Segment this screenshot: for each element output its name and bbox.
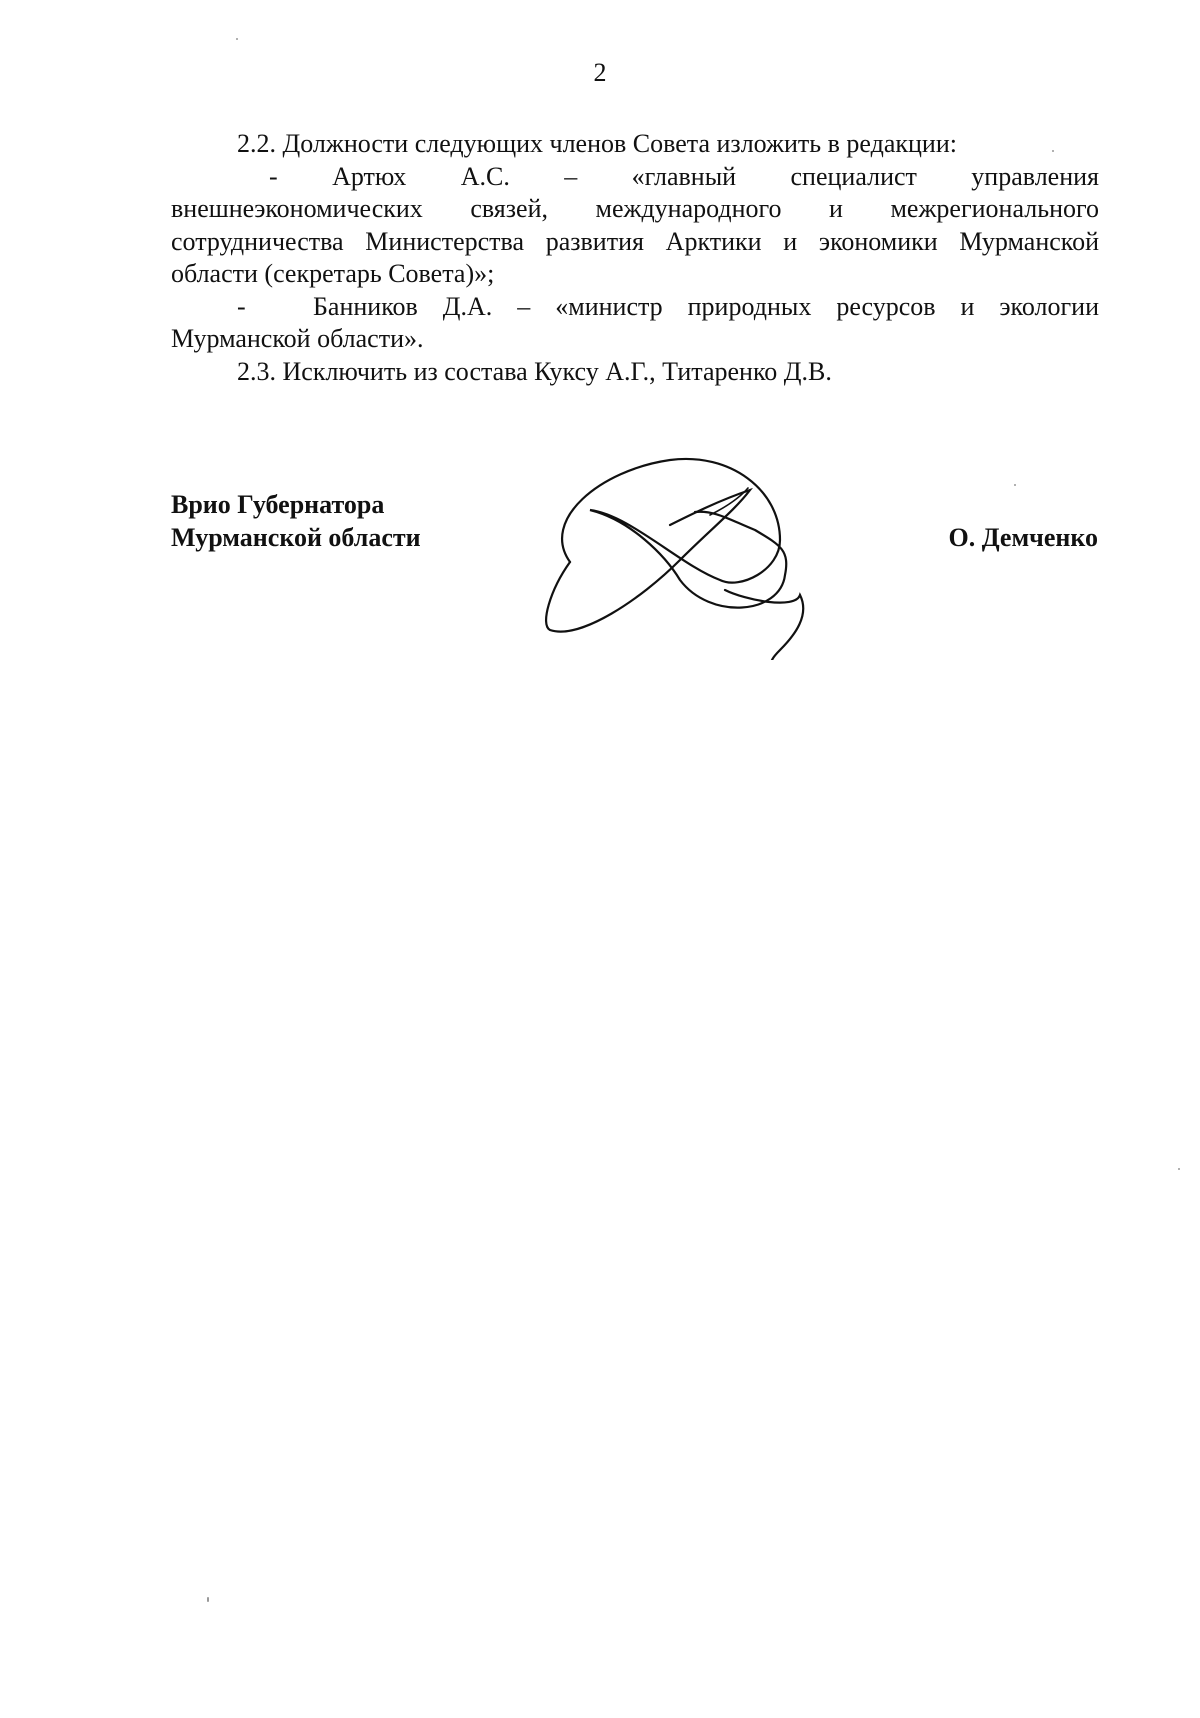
handwritten-signature xyxy=(480,450,860,660)
signatory-position-line2: Мурманской области xyxy=(171,523,421,552)
scan-speck xyxy=(1052,150,1054,152)
paragraph-bannikov xyxy=(171,291,1099,356)
scan-speck xyxy=(1178,1168,1180,1170)
scan-speck xyxy=(236,38,238,40)
paragraph-2-3: 2.3. Исключить из состава Куксу А.Г., Титаренко Д.В. xyxy=(237,356,832,386)
bannikov-dash: - xyxy=(237,291,246,321)
bannikov-text: Банников Д.А. – «министр природных ресурсов и экологии Мурманской области». xyxy=(171,291,1099,353)
paragraph-artyukh-rest: сотрудничества Министерства развития Арктики и экономики Мурманской области (секретарь Совета)»; xyxy=(171,226,1099,288)
scan-speck xyxy=(207,1597,209,1602)
paragraph-artyukh-line1: - Артюх А.С. – «главный специалист управления xyxy=(269,161,1099,191)
paragraph-2-2: 2.2. Должности следующих членов Совета изложить в редакции: xyxy=(237,129,957,158)
document-body xyxy=(171,128,1099,388)
signatory-position xyxy=(171,488,421,554)
signatory-name: О. Демченко xyxy=(948,523,1098,552)
paragraph-artyukh-line2: внешнеэкономических связей, международного и межрегионального xyxy=(171,194,1099,223)
page-number: 2 xyxy=(593,58,607,87)
scan-speck xyxy=(1014,484,1016,486)
signatory-position-line1: Врио Губернатора xyxy=(171,490,385,519)
